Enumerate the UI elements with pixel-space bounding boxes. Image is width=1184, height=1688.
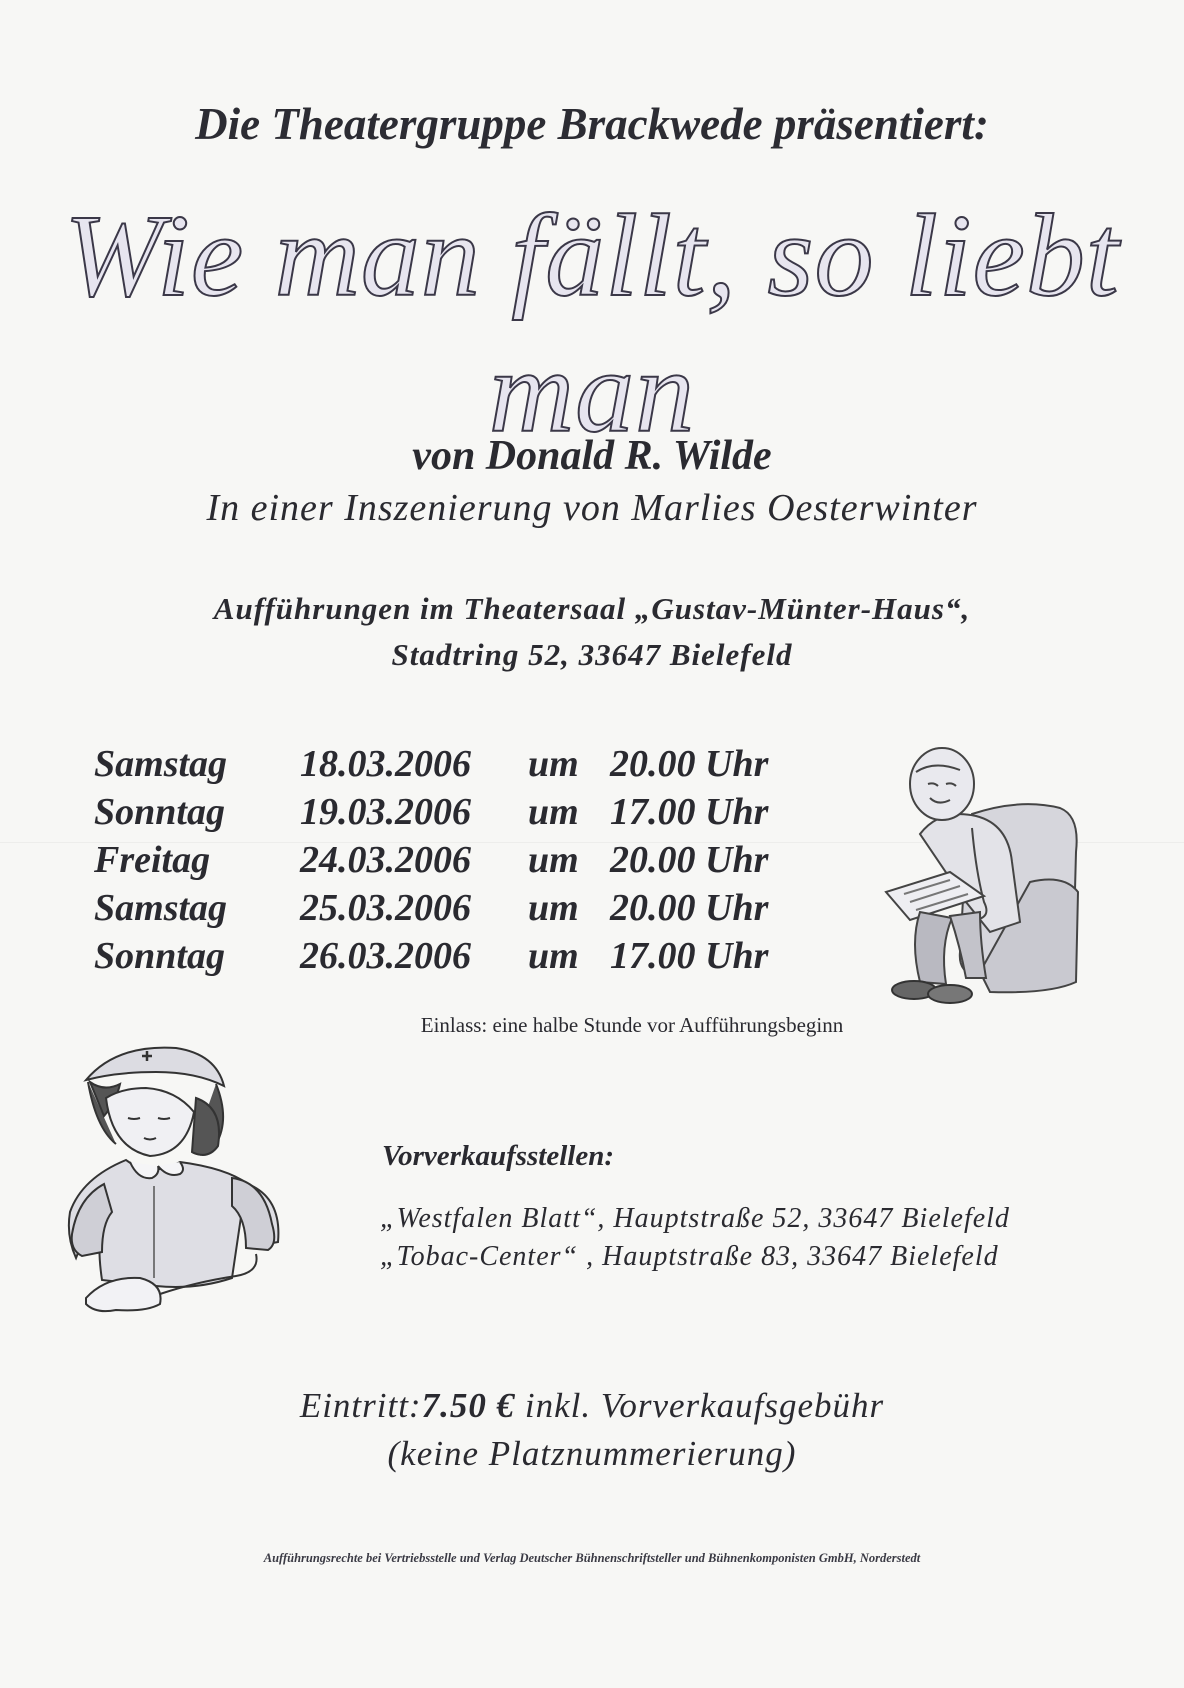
schedule-date: 25.03.2006	[300, 887, 471, 929]
price-amount: 7.50 €	[421, 1386, 516, 1425]
schedule-date: 24.03.2006	[300, 839, 471, 881]
schedule-day: Freitag	[94, 839, 211, 881]
schedule-time: 20.00 Uhr	[610, 839, 769, 881]
schedule-um: um	[528, 935, 579, 977]
schedule-time: 17.00 Uhr	[610, 791, 769, 833]
schedule-row	[94, 742, 814, 790]
schedule-time: 20.00 Uhr	[610, 887, 769, 929]
sleeping-man-illustration	[880, 732, 1080, 1012]
nurse-illustration	[56, 1028, 306, 1358]
schedule-row	[94, 838, 814, 886]
schedule-um: um	[528, 839, 579, 881]
schedule-date: 18.03.2006	[300, 743, 471, 785]
schedule-day: Sonntag	[94, 935, 225, 977]
presale-item: „Tobac-Center“ , Hauptstraße 83, 33647 Bielefeld	[380, 1241, 999, 1272]
presenter-line: Die Theatergruppe Brackwede präsentiert:	[195, 99, 989, 149]
schedule-row	[94, 886, 814, 934]
schedule-day: Sonntag	[94, 791, 225, 833]
venue-line-2: Stadtring 52, 33647 Bielefeld	[391, 637, 793, 672]
seating-note: (keine Platznummerierung)	[387, 1434, 797, 1473]
presale-list	[380, 1200, 1010, 1276]
director-line: In einer Inszenierung von Marlies Oesterwinter	[206, 487, 978, 529]
venue-line-1: Aufführungen im Theatersaal „Gustav-Münter-Haus“,	[213, 591, 971, 626]
author-line: von Donald R. Wilde	[412, 433, 772, 479]
schedule-time: 17.00 Uhr	[610, 935, 769, 977]
admission-note: Einlass: eine halbe Stunde vor Aufführungsbeginn	[420, 1013, 844, 1037]
schedule-day: Samstag	[94, 743, 228, 785]
price-line	[0, 1382, 1184, 1430]
price-label: Eintritt:	[299, 1386, 422, 1425]
price-suffix: inkl. Vorverkaufsgebühr	[515, 1386, 885, 1425]
schedule-time: 20.00 Uhr	[610, 743, 769, 785]
presale-item: „Westfalen Blatt“, Hauptstraße 52, 33647 Bielefeld	[380, 1203, 1010, 1234]
schedule-um: um	[528, 887, 579, 929]
price-block	[0, 1382, 1184, 1478]
schedule-row	[94, 790, 814, 838]
play-title: Wie man fällt, so liebt man	[64, 190, 1120, 457]
schedule-day: Samstag	[94, 887, 228, 929]
schedule-row	[94, 934, 814, 982]
performance-schedule	[94, 742, 814, 982]
rights-notice: Aufführungsrechte bei Vertriebsstelle und Verlag Deutscher Bühnenschriftsteller und Bühnenkomponisten GmbH, Norderstedt	[263, 1551, 921, 1565]
presale-heading: Vorverkaufsstellen:	[382, 1140, 614, 1172]
schedule-date: 19.03.2006	[300, 791, 471, 833]
schedule-date: 26.03.2006	[300, 935, 471, 977]
schedule-um: um	[528, 743, 579, 785]
schedule-um: um	[528, 791, 579, 833]
venue-block	[0, 586, 1184, 678]
